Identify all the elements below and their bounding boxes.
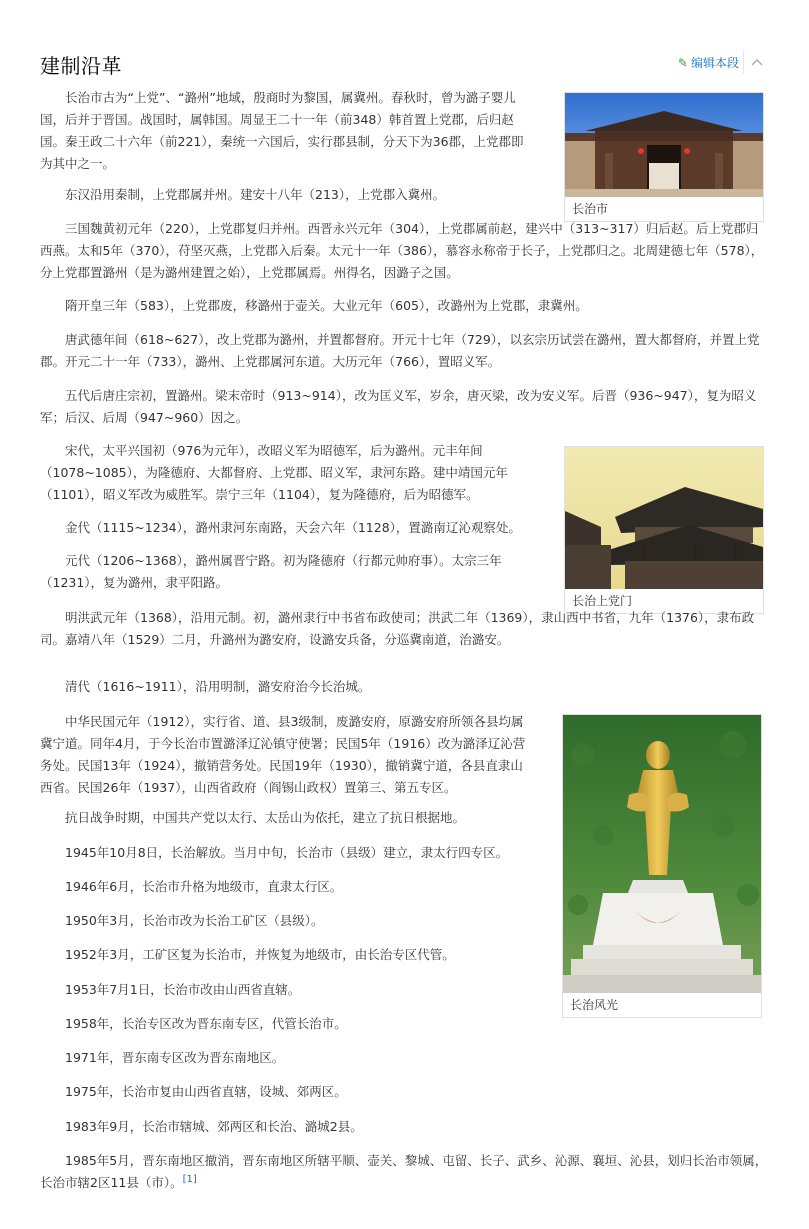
paragraph: 清代（1616~1911），沿用明制，潞安府治今长治城。	[65, 679, 371, 694]
paragraph: 抗日战争时期，中国共产党以太行、太岳山为依托，建立了抗日根据地。	[65, 810, 466, 825]
paragraph: 1953年7月1日，长治市改由山西省直辖。	[65, 982, 301, 997]
shangdang-gate-image	[565, 447, 763, 589]
paragraph: 1971年，晋东南专区改为晋东南地区。	[65, 1050, 285, 1065]
paragraph: 1983年9月，长治市辖城、郊两区和长治、潞城2县。	[65, 1119, 363, 1134]
paragraph: 三国魏黄初元年（220），上党郡复归并州。西晋永兴元年（304），上党郡属前赵，建兴中（313~317）归后赵。后上党郡归西燕。太和5年（370），苻坚灭燕，上党郡入后秦。太元十一年（386），慕容永称帝于长子，上党郡归之。北周建德七年（578），分上党郡置潞州（是为潞州建置之始），上党郡属焉。州得名，因潞子之国。	[40, 221, 764, 280]
citation-link[interactable]: [1]	[182, 1173, 197, 1185]
changzhi-statue-image	[563, 715, 761, 993]
paragraph: 1952年3月，工矿区复为长治市，并恢复为地级市，由长治专区代管。	[65, 947, 455, 962]
paragraph: 元代（1206~1368），潞州属晋宁路。初为隆德府（行都元帅府事）。太宗三年（1231），复为潞州，隶平阳路。	[40, 553, 502, 590]
paragraph: 宋代，太平兴国初（976为元年），改昭义军为昭德军，后为潞州。元丰年间（1078~1085），为隆德府、大都督府、上党郡、昭义军，隶河东路。建中靖国元年（1101），昭义军改为威胜军。崇宁三年（1104），复为隆德府，后为昭德军。	[40, 443, 508, 502]
changzhi-gate-image	[565, 93, 763, 197]
paragraph-text: 1985年5月，晋东南地区撤消，晋东南地区所辖平顺、壶关、黎城、屯留、长子、武乡、沁源、襄垣、沁县，划归长治市领属，长治市辖2区11县（市）。	[40, 1153, 768, 1190]
paragraph: 1946年6月，长治市升格为地级市，直隶太行区。	[65, 879, 343, 894]
figure-changzhi-city[interactable]	[564, 92, 764, 222]
chevron-up-icon	[751, 58, 763, 66]
pencil-icon: ✎	[677, 55, 688, 70]
section-header	[40, 50, 769, 80]
paragraph: 唐武德年间（618~627），改上党郡为潞州，并置都督府。开元十七年（729），以玄宗历试尝在潞州，置大都督府，并置上党郡。开元二十一年（733），潞州、上党郡属河东道。大历元年（766），置昭义军。	[40, 332, 760, 369]
section-title: 建制沿革	[40, 54, 122, 78]
collapse-toggle[interactable]	[743, 50, 769, 74]
figure-shangdang-gate[interactable]	[564, 446, 764, 614]
paragraph: 金代（1115~1234），潞州隶河东南路，天会六年（1128），置潞南辽沁观察处。	[65, 520, 521, 535]
paragraph: 东汉沿用秦制，上党郡属并州。建安十八年（213），上党郡入冀州。	[65, 187, 446, 202]
paragraph: 1945年10月8日，长治解放。当月中旬，长治市（县级）建立，隶太行四专区。	[65, 845, 509, 860]
paragraph: 五代后唐庄宗初，置潞州。梁末帝时（913~914），改为匡义军，岁余，唐灭梁，改为安义军。后晋（936~947），复为昭义军；后汉、后周（947~960）因之。	[40, 388, 757, 425]
figure-changzhi-scenery[interactable]	[562, 714, 762, 1018]
edit-section-label: 编辑本段	[690, 56, 739, 70]
figure-caption: 长治风光	[563, 993, 761, 1017]
paragraph-last	[40, 1150, 770, 1194]
paragraph: 隋开皇三年（583），上党郡废，移潞州于壶关。大业元年（605），改潞州为上党郡，隶冀州。	[65, 298, 588, 313]
paragraph: 中华民国元年（1912），实行省、道、县3级制，废潞安府，原潞安府所领各县均属冀宁道。同年4月，于今长治市置潞泽辽沁镇守使署；民国5年（1916）改为潞泽辽沁营务处。民国13年（1924），撤销营务处。民国19年（1930），撤销冀宁道，各县直隶山西省。民国26年（1937），山西省政府（阎锡山政权）置第三、第五专区。	[40, 714, 526, 795]
paragraph: 1958年，长治专区改为晋东南专区，代管长治市。	[65, 1016, 347, 1031]
edit-section-link[interactable]	[678, 54, 739, 71]
figure-caption: 长治上党门	[565, 589, 763, 613]
paragraph: 长治市古为“上党”、“潞州”地域，殷商时为黎国，属冀州。春秋时，曾为潞子婴儿国，后并于晋国。战国时，属韩国。周显王二十一年（前348）韩首置上党郡，后归赵国。秦王政二十六年（前221），秦统一六国后，实行郡县制，分天下为36郡，上党郡即为其中之一。	[40, 90, 524, 171]
figure-caption: 长治市	[565, 197, 763, 221]
paragraph: 1975年，长治市复由山西省直辖，设城、郊两区。	[65, 1084, 347, 1099]
paragraph: 1950年3月，长治市改为长治工矿区（县级）。	[65, 913, 324, 928]
paragraph: 明洪武元年（1368），沿用元制。初，潞州隶行中书省布政使司；洪武二年（1369），隶山西中书省，九年（1376），隶布政司。嘉靖八年（1529）二月，升潞州为潞安府，设潞安兵备，分巡冀南道，治潞安。	[40, 610, 755, 647]
